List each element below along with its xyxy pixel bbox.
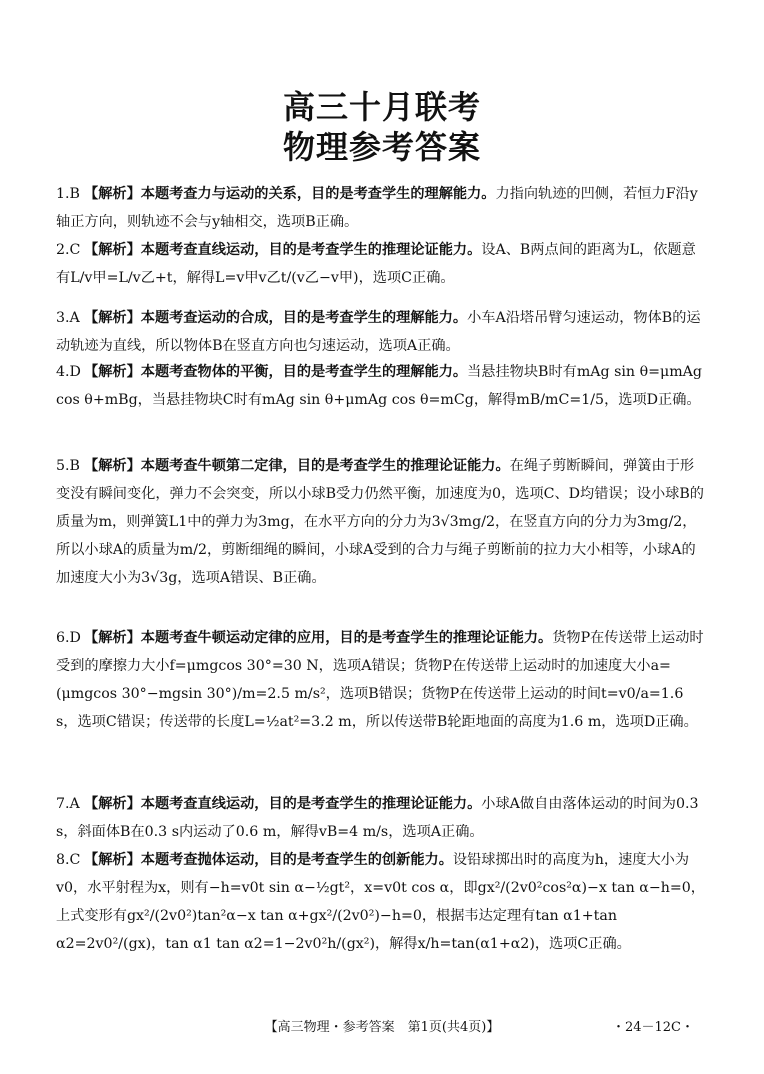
document-code: ・24－12C・	[611, 1020, 694, 1035]
page-title: 高三十月联考	[282, 88, 481, 126]
answer-item-4: 4.D 【解析】本题考查物体的平衡，目的是考查学生的理解能力。当悬挂物块B时有mAg sin θ=μmAg cos θ+mBg，当悬挂物块C时有mAg sin θ+μmAg cos θ=mCg，解得mB/mC=1/5，选项D正确。	[56, 364, 703, 408]
answer-item-7: 7.A 【解析】本题考查直线运动，目的是考查学生的推理论证能力。小球A做自由落体运动的时间为0.3 s，斜面体B在0.3 s内运动了0.6 m，解得vB=4 m/s，选项A正确。	[56, 796, 699, 840]
answer-item-6: 6.D 【解析】本题考查牛顿运动定律的应用，目的是考查学生的推理论证能力。货物P在传送带上运动时受到的摩擦力大小f=μmgcos 30°=30 N，选项A错误；货物P在传送带上运动时的加速度大小a=(μmgcos 30°−mgsin 30°)/m=2.5 m/s²，选项B错误；货物P在传送带上运动的时间t=v0/a=1.6 s，选项C错误；传送带的长度L=½at²=3.2 m，所以传送带B轮距地面的高度为1.6 m，选项D正确。	[56, 630, 704, 730]
page-subtitle: 物理参考答案	[282, 128, 481, 166]
page-footer: 【高三物理・参考答案 第1页(共4页)】	[264, 1020, 500, 1035]
answer-item-3: 3.A 【解析】本题考查运动的合成，目的是考查学生的理解能力。小车A沿塔吊臂匀速运动，物体B的运动轨迹为直线，所以物体B在竖直方向也匀速运动，选项A正确。	[56, 310, 701, 354]
answer-item-2: 2.C 【解析】本题考查直线运动，目的是考查学生的推理论证能力。设A、B两点间的距离为L，依题意有L/v甲=L/v乙+t，解得L=v甲v乙t/(v乙−v甲)，选项C正确。	[56, 242, 696, 286]
answer-item-5: 5.B 【解析】本题考查牛顿第二定律，目的是考查学生的推理论证能力。在绳子剪断瞬间，弹簧由于形变没有瞬间变化，弹力不会突变，所以小球B受力仍然平衡，加速度为0，选项C、D均错误；设小球B的质量为m，则弹簧L1中的弹力为3mg，在水平方向的分力为3√3mg/2，在竖直方向的分力为3mg/2，所以小球A的质量为m/2，剪断细绳的瞬间，小球A受到的合力与绳子剪断前的拉力大小相等，小球A的加速度大小为3√3g，选项A错误、B正确。	[56, 458, 704, 586]
answer-item-1: 1.B 【解析】本题考查力与运动的关系，目的是考查学生的理解能力。力指向轨迹的凹侧，若恒力F沿y轴正方向，则轨迹不会与y轴相交，选项B正确。	[56, 186, 698, 230]
answer-item-8: 8.C 【解析】本题考查抛体运动，目的是考查学生的创新能力。设铅球掷出时的高度为h，速度大小为v0，水平射程为x，则有−h=v0t sin α−½gt²，x=v0t cos α，即gx²/(2v0²cos²α)−x tan α−h=0，上式变形有gx²/(2v0²)tan²α−x tan α+gx²/(2v0²)−h=0，根据韦达定理有tan α1+tan α2=2v0²/(gx)，tan α1 tan α2=1−2v0²h/(gx²)，解得x/h=tan(α1+α2)，选项C正确。	[56, 852, 705, 952]
